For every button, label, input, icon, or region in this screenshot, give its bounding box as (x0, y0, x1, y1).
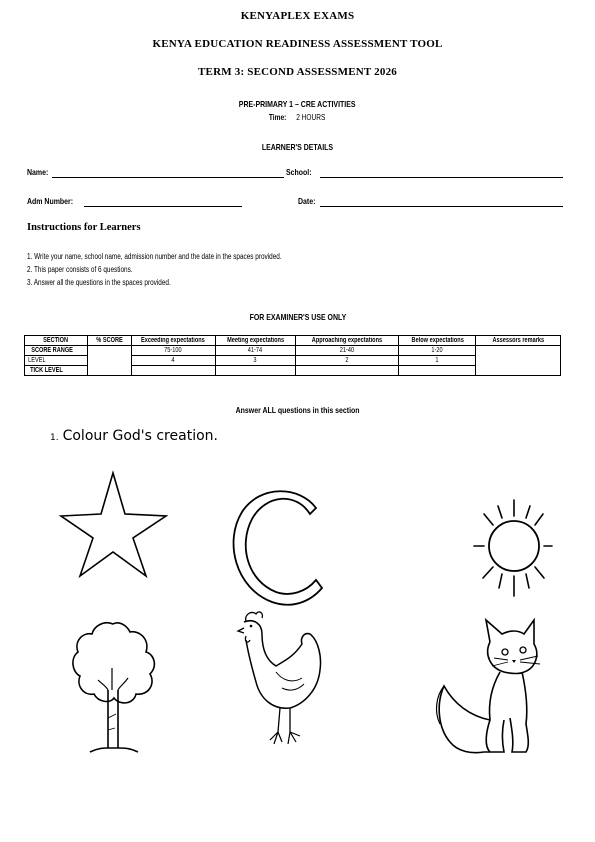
table-header-row (25, 336, 561, 346)
tick-cell[interactable] (399, 366, 476, 376)
tick-cell[interactable] (295, 366, 399, 376)
term-title: TERM 3: SECOND ASSESSMENT 2026 (198, 66, 397, 78)
exam-org-title: KENYAPLEX EXAMS (240, 10, 355, 22)
examiner-heading: FOR EXAMINER'S USE ONLY (249, 312, 346, 322)
table-cell: 2 (295, 356, 399, 366)
star-icon[interactable] (58, 470, 168, 578)
hen-icon[interactable] (232, 608, 332, 758)
header-cell: SECTION (25, 336, 88, 346)
instruction-item: 2. This paper consists of 6 questions. (27, 265, 133, 274)
question-number: 1. (50, 433, 59, 443)
question-1 (50, 428, 218, 444)
adm-number-label: Adm Number: (27, 196, 74, 206)
sun-icon[interactable] (472, 496, 554, 604)
tick-cell[interactable] (131, 366, 215, 376)
subject-title: PRE-PRIMARY 1 – CRE ACTIVITIES (239, 99, 356, 109)
moon-icon[interactable] (230, 486, 325, 608)
table-cell: 21-40 (295, 346, 399, 356)
table-cell: 1-20 (399, 346, 476, 356)
table-cell: 3 (215, 356, 295, 366)
table-cell: 75-100 (131, 346, 215, 356)
row-label: TICK LEVEL (25, 366, 88, 376)
instruction-item: 3. Answer all the questions in the spaces provided. (27, 278, 171, 287)
instructions-title: Instructions for Learners (27, 222, 141, 233)
time-line (0, 107, 595, 125)
header-cell: Approaching expectations (295, 336, 399, 346)
row-label: SCORE RANGE (25, 346, 88, 356)
assessment-tool-title: KENYA EDUCATION READINESS ASSESSMENT TOOL (152, 38, 443, 50)
adm-number-field[interactable] (84, 206, 242, 207)
date-label: Date: (298, 196, 316, 206)
header-cell: Meeting expectations (215, 336, 295, 346)
school-label: School: (286, 167, 312, 177)
header-cell: Assessors remarks (476, 336, 561, 346)
learner-details-heading: LEARNER'S DETAILS (261, 142, 334, 152)
school-field[interactable] (320, 177, 563, 178)
header-cell: % SCORE (87, 336, 131, 346)
time-value: 2 HOURS (295, 113, 325, 122)
section-instruction: Answer ALL questions in this section (235, 405, 360, 415)
tree-icon[interactable] (68, 618, 158, 756)
row-label: LEVEL (25, 356, 88, 366)
table-cell: 4 (131, 356, 215, 366)
examiner-table (24, 335, 561, 376)
tick-cell[interactable] (215, 366, 295, 376)
percent-score-cell[interactable] (87, 346, 131, 376)
date-field[interactable] (320, 206, 563, 207)
header-cell: Below expectations (399, 336, 476, 346)
name-label: Name: (27, 167, 49, 177)
instruction-item: 1. Write your name, school name, admission number and the date in the spaces provided. (27, 252, 282, 261)
table-row (25, 346, 561, 356)
table-cell: 41-74 (215, 346, 295, 356)
cat-icon[interactable] (430, 612, 545, 762)
header-cell: Exceeding expectations (131, 336, 215, 346)
name-field[interactable] (52, 177, 284, 178)
time-label: Time: (268, 113, 287, 122)
table-cell: 1 (399, 356, 476, 366)
question-text: Colour God's creation. (62, 428, 218, 444)
assessors-remarks-cell[interactable] (476, 346, 561, 376)
